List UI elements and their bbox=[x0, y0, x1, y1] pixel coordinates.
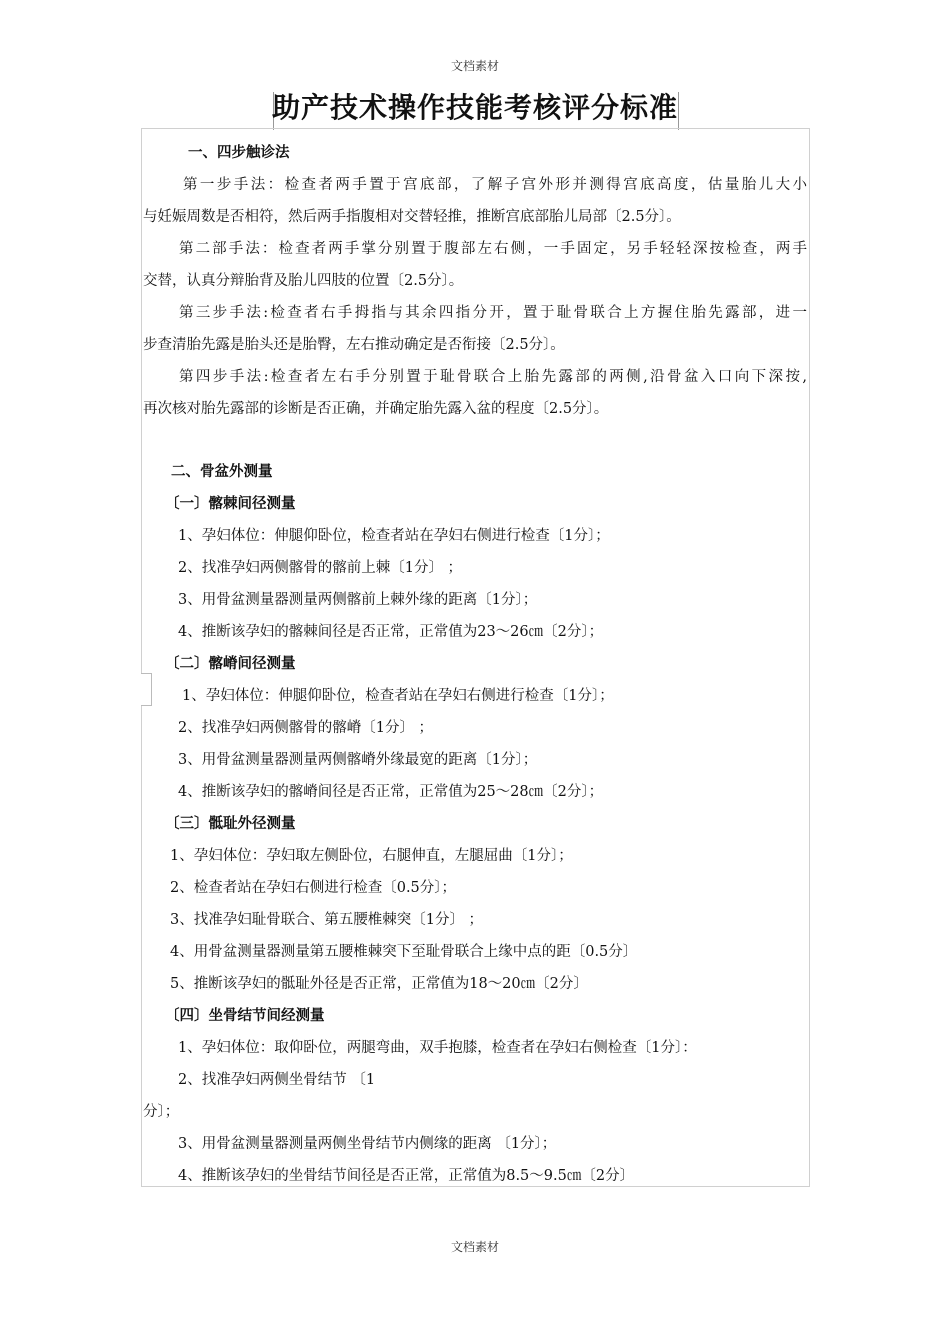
list-item: 3、用骨盆测量器测量两侧髂前上棘外缘的距离〔1分〕； bbox=[178, 592, 538, 608]
list-item: 2、找准孕妇两侧髂骨的髂嵴〔1分〕 ； bbox=[178, 720, 434, 736]
document-title: 助产技术操作技能考核评分标准 bbox=[271, 91, 678, 124]
list-item: 4、推断该孕妇的坐骨结节间径是否正常，正常值为8.5～9.5㎝〔2分〕 bbox=[178, 1168, 635, 1184]
subsection-heading: 〔一〕髂棘间径测量 bbox=[165, 495, 296, 512]
paragraph-line: 交替，认真分辩胎背及胎儿四肢的位置〔2.5分〕。 bbox=[143, 273, 464, 289]
list-item: 2、找准孕妇两侧坐骨结节 〔1 bbox=[178, 1072, 376, 1088]
paragraph-line: 与妊娠周数是否相符，然后两手指腹相对交替轻推，推断宫底部胎儿局部〔2.5分〕。 bbox=[143, 209, 681, 225]
subsection-heading: 〔三〕骶耻外径测量 bbox=[165, 815, 296, 832]
list-item: 4、推断该孕妇的髂棘间径是否正常，正常值为23～26㎝〔2分〕； bbox=[178, 624, 604, 640]
list-item: 3、找准孕妇耻骨联合、第五腰椎棘突〔1分〕 ； bbox=[170, 912, 484, 928]
paragraph-line: 第四步手法:检查者左右手分别置于耻骨联合上胎先露部的两侧,沿骨盆入口向下深按, bbox=[179, 369, 807, 385]
list-item: 1、孕妇体位：取仰卧位，两腿弯曲，双手抱膝，检查者在孕妇右侧检查〔1分〕： bbox=[178, 1040, 697, 1056]
paragraph-line: 第三步手法:检查者右手拇指与其余四指分开，置于耻骨联合上方握住胎先露部，进一 bbox=[179, 305, 807, 321]
margin-marker bbox=[141, 673, 152, 706]
list-item: 2、找准孕妇两侧髂骨的髂前上棘〔1分〕 ； bbox=[178, 560, 463, 576]
list-item: 1、孕妇体位：伸腿仰卧位，检查者站在孕妇右侧进行检查〔1分〕； bbox=[182, 688, 614, 704]
subsection-heading: 〔二〕髂嵴间径测量 bbox=[165, 655, 296, 672]
section-heading: 二、骨盆外测量 bbox=[171, 463, 273, 480]
page-footer: 文档素材 bbox=[450, 1240, 499, 1254]
list-item: 2、检查者站在孕妇右侧进行检查〔0.5分〕； bbox=[170, 880, 457, 896]
list-item: 5、推断该孕妇的骶耻外径是否正常，正常值为18～20㎝〔2分〕 bbox=[170, 976, 588, 992]
paragraph-line: 步查清胎先露是胎头还是胎臀，左右推动确定是否衔接〔2.5分〕。 bbox=[143, 337, 565, 353]
paragraph-line: 第二部手法：检查者两手掌分别置于腹部左右侧，一手固定，另手轻轻深按检查，两手 bbox=[179, 241, 807, 257]
list-item: 3、用骨盆测量器测量两侧髂嵴外缘最宽的距离〔1分〕； bbox=[178, 752, 538, 768]
list-item: 4、用骨盆测量器测量第五腰椎棘突下至耻骨联合上缘中点的距〔0.5分〕 bbox=[170, 944, 638, 960]
page-header: 文档素材 bbox=[450, 59, 499, 73]
section-heading: 一、四步触诊法 bbox=[188, 144, 290, 161]
list-item: 4、推断该孕妇的髂嵴间径是否正常，正常值为25～28㎝〔2分〕； bbox=[178, 784, 604, 800]
list-item: 1、孕妇体位：伸腿仰卧位，检查者站在孕妇右侧进行检查〔1分〕； bbox=[178, 528, 610, 544]
list-item-continuation: 分〕； bbox=[143, 1104, 180, 1120]
paragraph-line: 再次核对胎先露部的诊断是否正确，并确定胎先露入盆的程度〔2.5分〕。 bbox=[143, 401, 609, 417]
subsection-heading: 〔四〕坐骨结节间经测量 bbox=[165, 1007, 325, 1024]
list-item: 1、孕妇体位：孕妇取左侧卧位，右腿伸直，左腿屈曲〔1分〕； bbox=[170, 848, 573, 864]
list-item: 3、用骨盆测量器测量两侧坐骨结节内侧缘的距离 〔1分〕； bbox=[178, 1136, 557, 1152]
paragraph-line: 第一步手法：检查者两手置于宫底部，了解子宫外形并测得宫底高度，估量胎儿大小 bbox=[183, 177, 807, 193]
